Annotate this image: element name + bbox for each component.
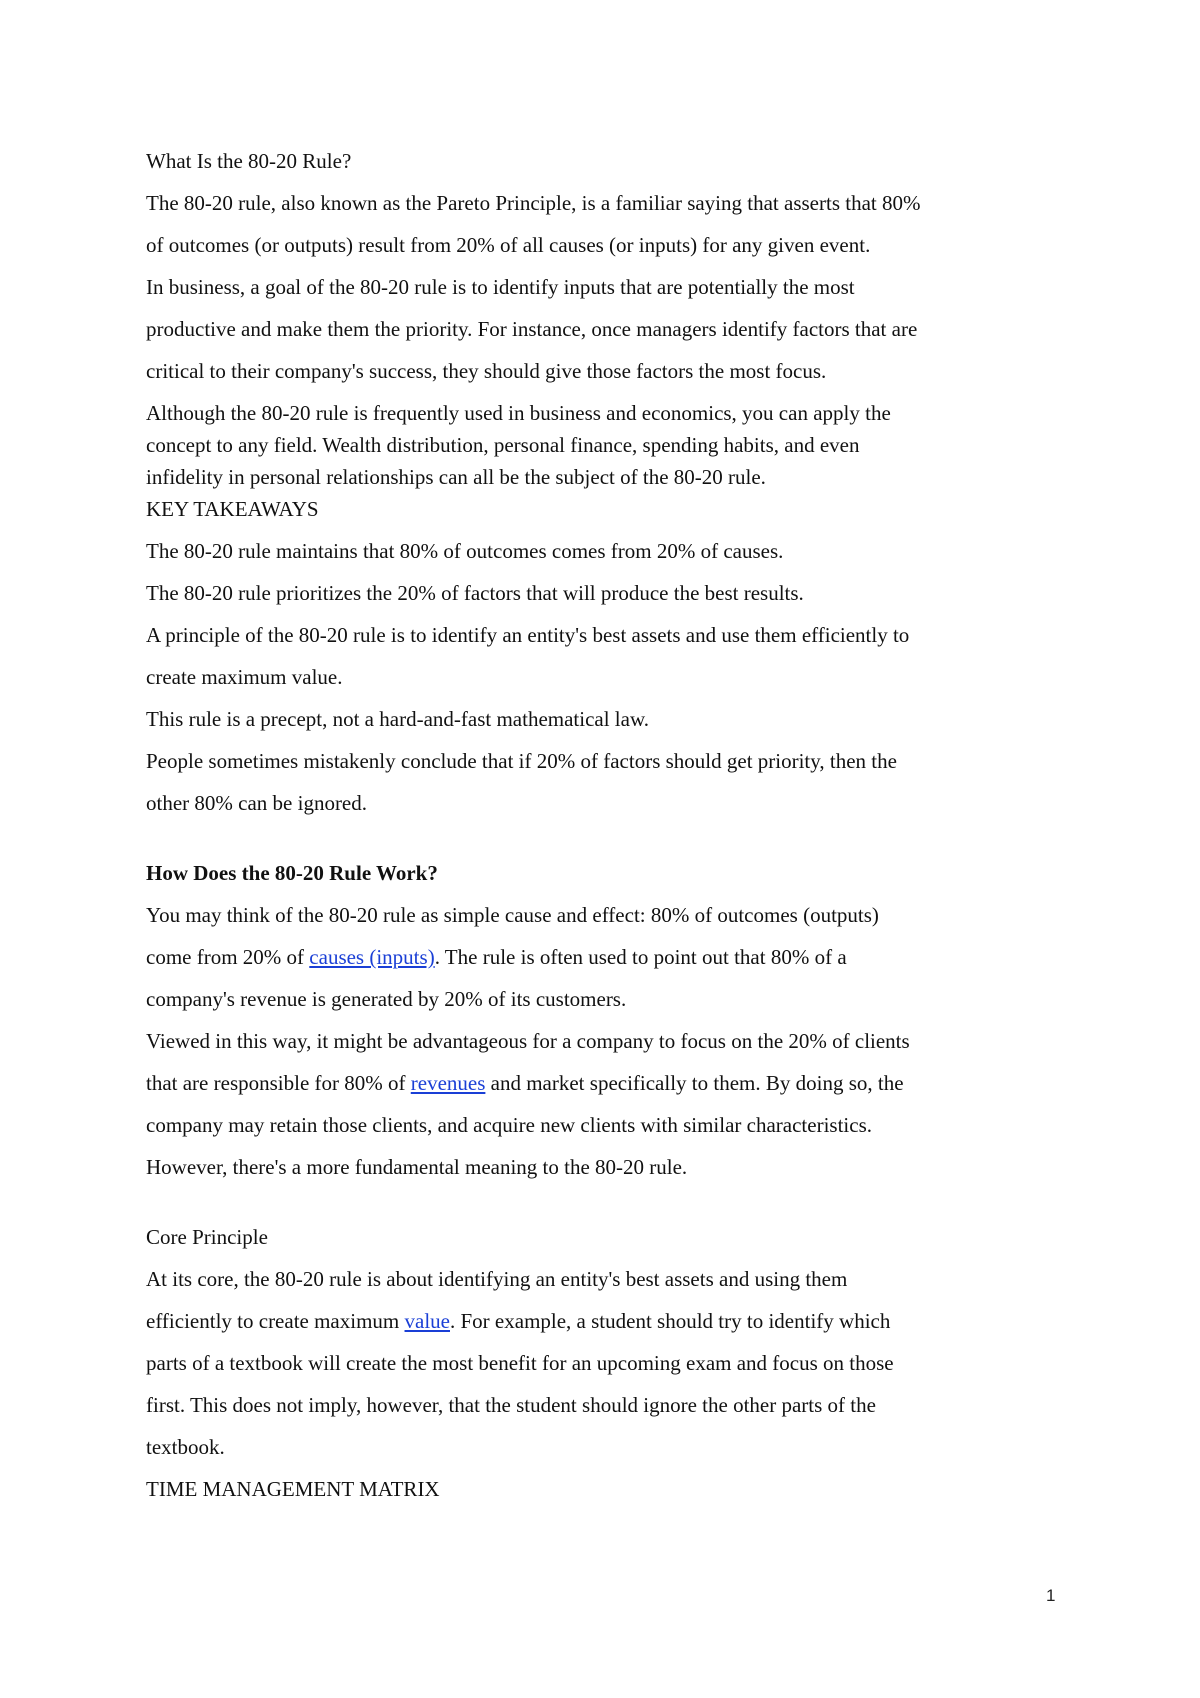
paragraph-line: The 80-20 rule, also known as the Pareto Principle, is a familiar saying that asserts that 80%: [146, 191, 921, 215]
paragraph-line: In business, a goal of the 80-20 rule is to identify inputs that are potentially the most: [146, 275, 855, 299]
key-takeaways-label: KEY TAKEAWAYS: [146, 497, 319, 521]
paragraph-line: Viewed in this way, it might be advantageous for a company to focus on the 20% of clients: [146, 1029, 910, 1053]
paragraph-line: infidelity in personal relationships can all be the subject of the 80-20 rule.: [146, 465, 766, 489]
revenues-link[interactable]: revenues: [410, 1071, 486, 1095]
paragraph-line: productive and make them the priority. For instance, once managers identify factors that are: [146, 317, 918, 341]
text-span: . For example, a student should try to identify which: [450, 1309, 891, 1333]
takeaway-item: A principle of the 80-20 rule is to identify an entity's best assets and use them efficiently to: [146, 623, 910, 647]
paragraph-line: critical to their company's success, they should give those factors the most focus.: [146, 359, 827, 383]
text-span: and market specifically to them. By doing so, the: [485, 1071, 904, 1095]
heading-what-is-rule: What Is the 80-20 Rule?: [146, 149, 352, 173]
takeaway-item: The 80-20 rule maintains that 80% of outcomes comes from 20% of causes.: [146, 539, 784, 563]
core-principle-label: Core Principle: [146, 1225, 268, 1249]
takeaway-item: This rule is a precept, not a hard-and-fast mathematical law.: [146, 707, 650, 731]
paragraph-line: concept to any field. Wealth distribution, personal finance, spending habits, and even: [146, 433, 860, 457]
paragraph-line-with-link: [146, 944, 847, 970]
text-span: . The rule is often used to point out that 80% of a: [434, 945, 847, 969]
text-span: efficiently to create maximum: [146, 1309, 405, 1333]
text-span: that are responsible for 80% of: [146, 1071, 411, 1095]
heading-how-does-rule-work: How Does the 80-20 Rule Work?: [146, 861, 438, 885]
paragraph-line: company's revenue is generated by 20% of its customers.: [146, 987, 627, 1011]
paragraph-line-with-link: [146, 1308, 890, 1334]
paragraph-line: You may think of the 80-20 rule as simple cause and effect: 80% of outcomes (outputs): [146, 903, 879, 927]
paragraph-line: At its core, the 80-20 rule is about identifying an entity's best assets and using them: [146, 1267, 848, 1291]
paragraph-line: textbook.: [146, 1435, 225, 1459]
takeaway-item: The 80-20 rule prioritizes the 20% of factors that will produce the best results.: [146, 581, 804, 605]
takeaway-item: create maximum value.: [146, 665, 343, 689]
paragraph-line-with-link: [146, 1070, 904, 1096]
value-link[interactable]: value: [404, 1309, 450, 1333]
paragraph-line: Although the 80-20 rule is frequently used in business and economics, you can apply the: [146, 401, 891, 425]
takeaway-item: other 80% can be ignored.: [146, 791, 368, 815]
paragraph-line: of outcomes (or outputs) result from 20% of all causes (or inputs) for any given event.: [146, 233, 871, 257]
paragraph-line: company may retain those clients, and acquire new clients with similar characteristics.: [146, 1113, 872, 1137]
causes-inputs-link[interactable]: causes (inputs): [309, 945, 435, 969]
time-management-matrix-label: TIME MANAGEMENT MATRIX: [146, 1477, 440, 1501]
paragraph-line: first. This does not imply, however, that the student should ignore the other parts of the: [146, 1393, 876, 1417]
text-span: come from 20% of: [146, 945, 310, 969]
paragraph-line: However, there's a more fundamental meaning to the 80-20 rule.: [146, 1155, 688, 1179]
takeaway-item: People sometimes mistakenly conclude that if 20% of factors should get priority, then the: [146, 749, 897, 773]
paragraph-line: parts of a textbook will create the most benefit for an upcoming exam and focus on those: [146, 1351, 894, 1375]
page-number: 1: [1046, 1586, 1056, 1605]
